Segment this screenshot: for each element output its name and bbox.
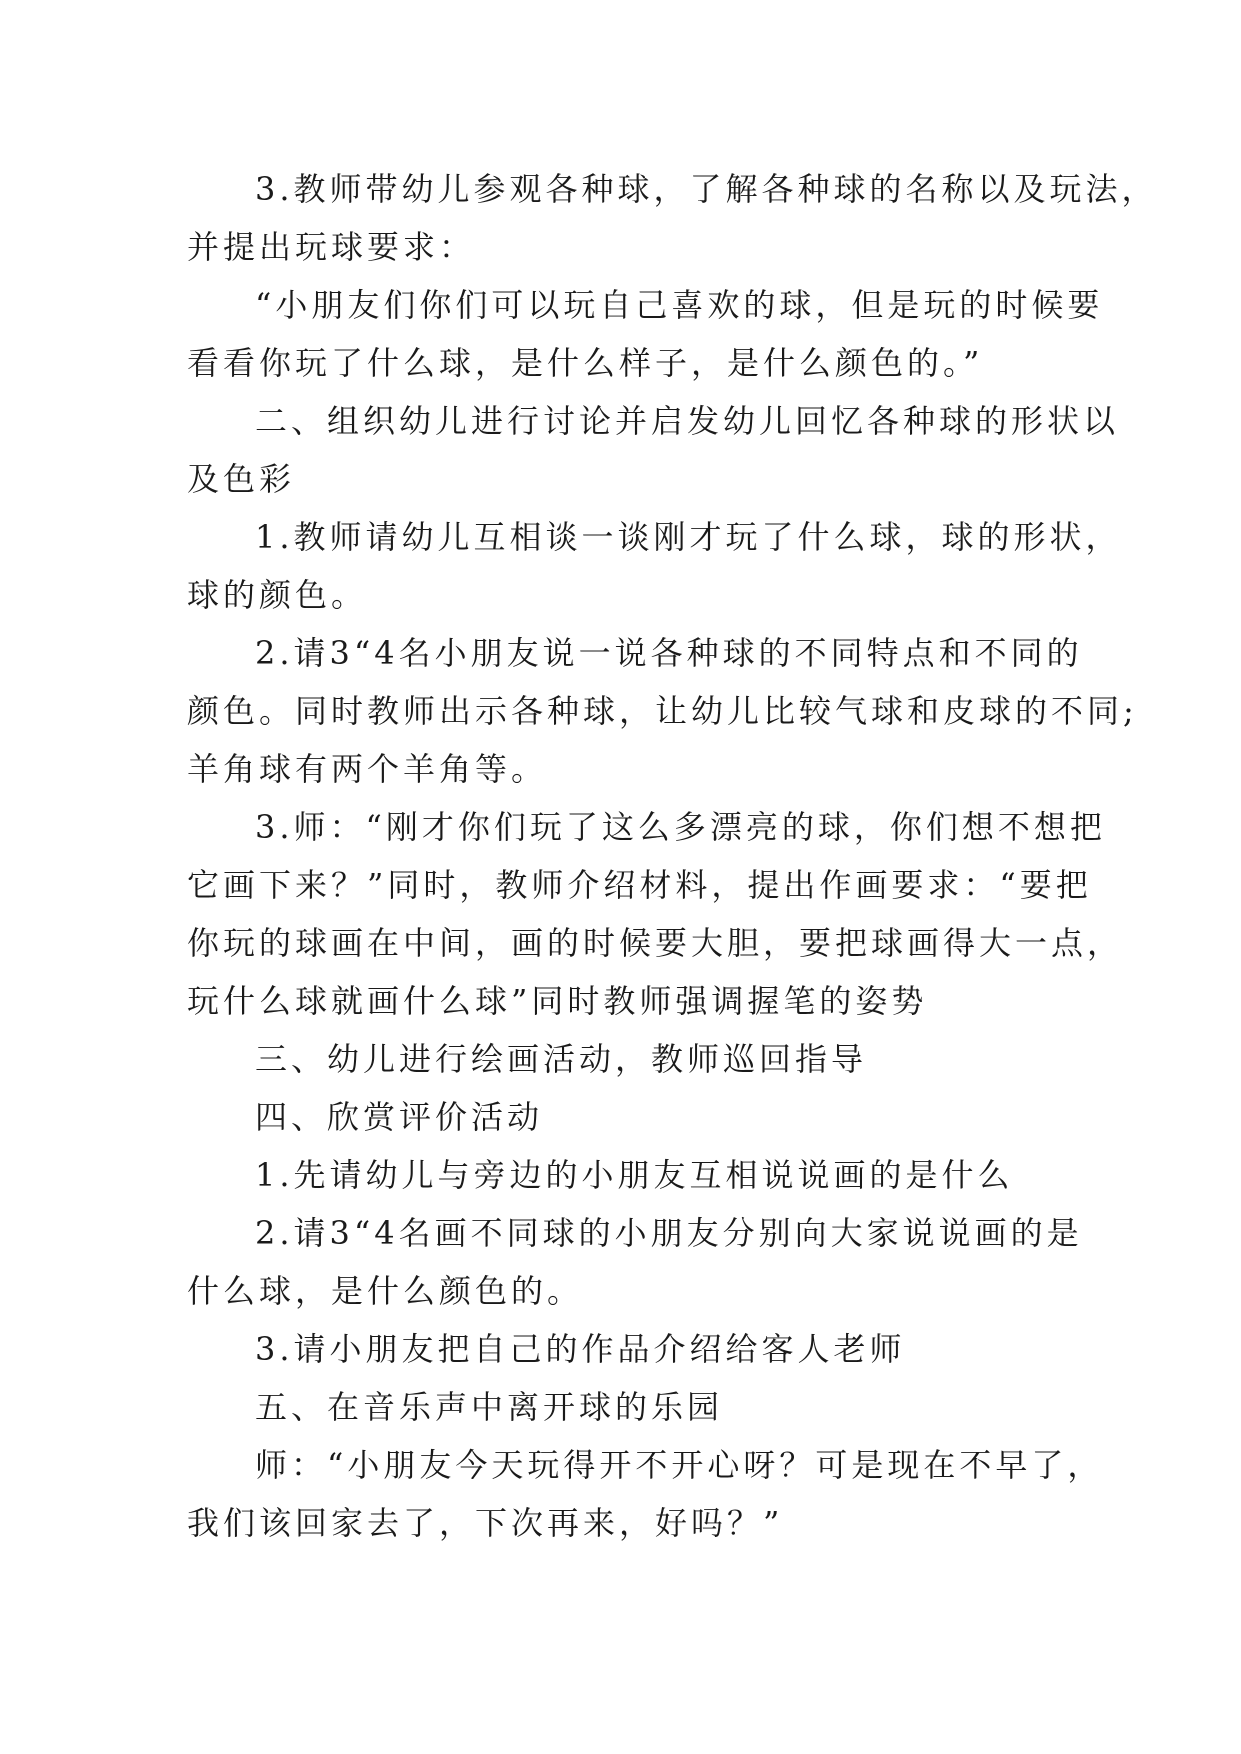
text-line: 羊角球有两个羊角等。 [187,750,548,788]
paragraph [187,508,1122,624]
text-line: 2.请3“4名小朋友说一说各种球的不同特点和不同的 [255,634,1083,672]
text-line: 你玩的球画在中间，画的时候要大胆，要把球画得大一点， [187,924,1124,962]
text-line: “小朋友们你们可以玩自己喜欢的球，但是玩的时候要 [255,286,1104,324]
paragraph [187,1436,1104,1552]
text-line: 1.先请幼儿与旁边的小朋友互相说说画的是什么 [255,1156,1014,1194]
text-line: 四、欣赏评价活动 [255,1098,544,1136]
text-line: 师：“小朋友今天玩得开不开心呀？可是现在不早了， [255,1446,1104,1484]
paragraph [187,1146,1067,1204]
section-heading [187,1088,1067,1146]
paragraph [187,624,1138,798]
text-line: 我们该回家去了，下次再来，好吗？” [187,1504,784,1542]
text-line: 颜色。同时教师出示各种球，让幼儿比较气球和皮球的不同; [187,692,1138,730]
text-line: 五、在音乐声中离开球的乐园 [255,1388,724,1426]
text-line: 什么球，是什么颜色的。 [187,1272,584,1310]
paragraph [187,798,1124,1030]
paragraph [187,1204,1083,1320]
section-heading [187,392,1120,508]
text-line: 它画下来？”同时，教师介绍材料，提出作画要求：“要把 [187,866,1092,904]
text-line: 3.请小朋友把自己的作品介绍给客人老师 [255,1330,906,1368]
text-line: 1.教师请幼儿互相谈一谈刚才玩了什么球，球的形状， [255,518,1122,556]
text-line: 3.教师带幼儿参观各种球，了解各种球的名称以及玩法， [255,170,1158,208]
paragraph [187,160,1158,276]
paragraph [187,1320,1067,1378]
text-line: 三、幼儿进行绘画活动，教师巡回指导 [255,1040,868,1078]
text-line: 3.师：“刚才你们玩了这么多漂亮的球，你们想不想把 [255,808,1106,846]
text-line: 球的颜色。 [187,576,368,614]
text-line: 及色彩 [187,460,296,498]
document-body [187,160,1158,1552]
text-line: 看看你玩了什么球，是什么样子，是什么颜色的。” [187,344,984,382]
section-heading [187,1378,1067,1436]
text-line: 2.请3“4名画不同球的小朋友分别向大家说说画的是 [255,1214,1083,1252]
text-line: 二、组织幼儿进行讨论并启发幼儿回忆各种球的形状以 [255,402,1120,440]
text-line: 并提出玩球要求： [187,228,476,266]
text-line: 玩什么球就画什么球”同时教师强调握笔的姿势 [187,982,928,1020]
paragraph [187,276,1104,392]
section-heading [187,1030,1067,1088]
